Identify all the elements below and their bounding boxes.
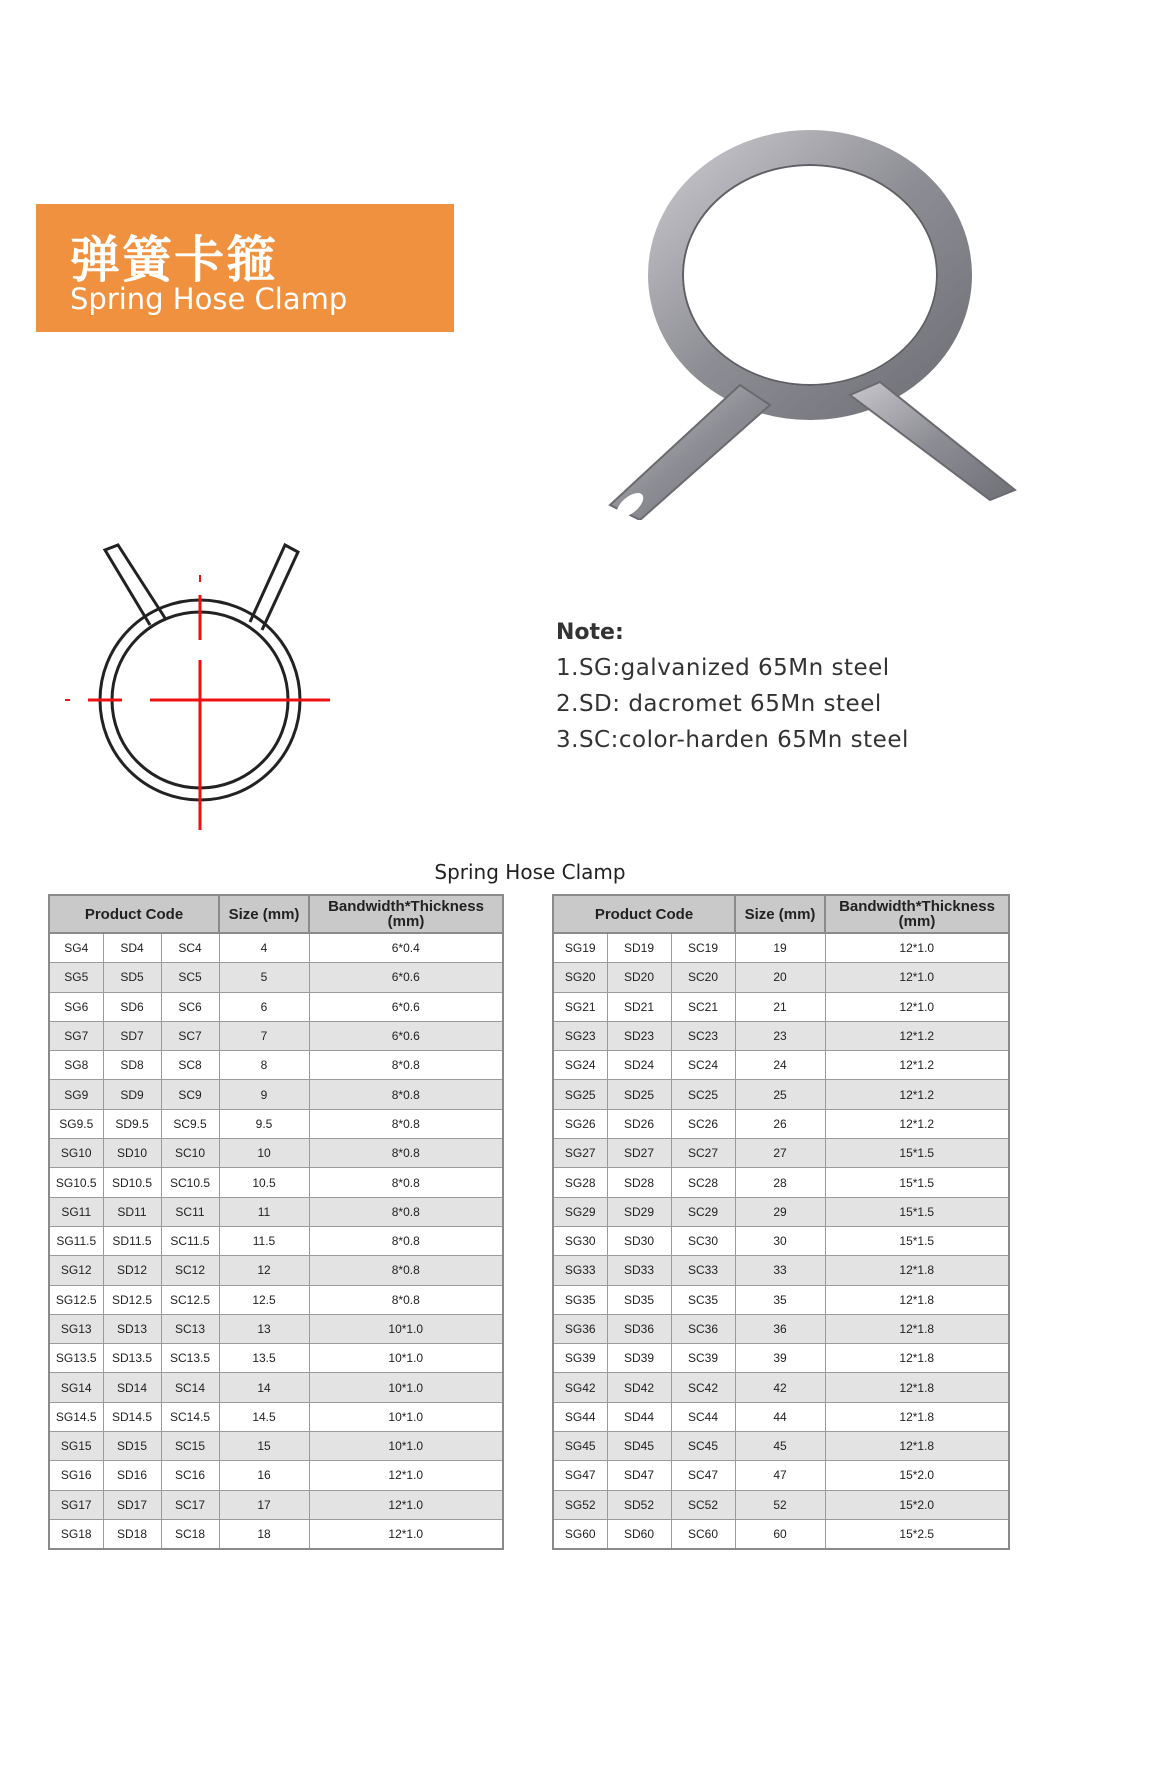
cell-bandwidth-thickness: 10*1.0 bbox=[309, 1402, 503, 1431]
cell-size: 11 bbox=[219, 1197, 309, 1226]
cell-bandwidth-thickness: 8*0.8 bbox=[309, 1080, 503, 1109]
cell-bandwidth-thickness: 12*1.8 bbox=[825, 1432, 1009, 1461]
cell-code-sg: SG47 bbox=[553, 1461, 607, 1490]
cell-bandwidth-thickness: 12*1.8 bbox=[825, 1402, 1009, 1431]
cell-size: 21 bbox=[735, 992, 825, 1021]
table-row bbox=[49, 1256, 503, 1285]
cell-code-sd: SD29 bbox=[607, 1197, 671, 1226]
cell-size: 6 bbox=[219, 992, 309, 1021]
cell-bandwidth-thickness: 6*0.6 bbox=[309, 1021, 503, 1050]
cell-code-sc: SC18 bbox=[161, 1519, 219, 1549]
cell-code-sg: SG8 bbox=[49, 1051, 103, 1080]
table-caption: Spring Hose Clamp bbox=[434, 860, 626, 884]
cell-code-sd: SD60 bbox=[607, 1519, 671, 1549]
cell-code-sg: SG16 bbox=[49, 1461, 103, 1490]
table-row bbox=[49, 1168, 503, 1197]
cell-size: 42 bbox=[735, 1373, 825, 1402]
cell-code-sg: SG39 bbox=[553, 1344, 607, 1373]
table-row bbox=[49, 1197, 503, 1226]
table-row bbox=[49, 1344, 503, 1373]
cell-code-sc: SC14 bbox=[161, 1373, 219, 1402]
cell-size: 13.5 bbox=[219, 1344, 309, 1373]
cell-code-sg: SG14 bbox=[49, 1373, 103, 1402]
spring-clamp-photo bbox=[570, 120, 1040, 520]
cell-size: 10.5 bbox=[219, 1168, 309, 1197]
cell-code-sd: SD11 bbox=[103, 1197, 161, 1226]
cell-code-sg: SG26 bbox=[553, 1109, 607, 1138]
table-row bbox=[49, 1432, 503, 1461]
table-row bbox=[49, 963, 503, 992]
table-row bbox=[49, 1402, 503, 1431]
cell-code-sc: SC45 bbox=[671, 1432, 735, 1461]
cell-bandwidth-thickness: 15*1.5 bbox=[825, 1226, 1009, 1255]
cell-code-sg: SG30 bbox=[553, 1226, 607, 1255]
cell-code-sd: SD9.5 bbox=[103, 1109, 161, 1138]
cell-size: 11.5 bbox=[219, 1226, 309, 1255]
cell-bandwidth-thickness: 6*0.4 bbox=[309, 933, 503, 963]
table-row bbox=[49, 1109, 503, 1138]
cell-code-sc: SC15 bbox=[161, 1432, 219, 1461]
table-row bbox=[553, 1051, 1009, 1080]
cell-size: 9 bbox=[219, 1080, 309, 1109]
cell-code-sd: SD9 bbox=[103, 1080, 161, 1109]
cell-code-sg: SG35 bbox=[553, 1285, 607, 1314]
cell-code-sc: SC11.5 bbox=[161, 1226, 219, 1255]
cell-code-sc: SC39 bbox=[671, 1344, 735, 1373]
title-english: Spring Hose Clamp bbox=[70, 282, 348, 316]
spec-table-right bbox=[552, 894, 1010, 1550]
cell-bandwidth-thickness: 15*2.5 bbox=[825, 1519, 1009, 1549]
cell-bandwidth-thickness: 6*0.6 bbox=[309, 992, 503, 1021]
cell-code-sd: SD12.5 bbox=[103, 1285, 161, 1314]
cell-size: 47 bbox=[735, 1461, 825, 1490]
cell-code-sg: SG19 bbox=[553, 933, 607, 963]
cell-size: 25 bbox=[735, 1080, 825, 1109]
cell-size: 20 bbox=[735, 963, 825, 992]
cell-code-sc: SC30 bbox=[671, 1226, 735, 1255]
table-row bbox=[553, 1021, 1009, 1050]
cell-bandwidth-thickness: 12*1.0 bbox=[309, 1461, 503, 1490]
cell-size: 30 bbox=[735, 1226, 825, 1255]
cell-bandwidth-thickness: 8*0.8 bbox=[309, 1256, 503, 1285]
table-row bbox=[553, 1314, 1009, 1343]
table-row bbox=[553, 1490, 1009, 1519]
cell-code-sc: SC35 bbox=[671, 1285, 735, 1314]
cell-code-sc: SC8 bbox=[161, 1051, 219, 1080]
table-row bbox=[553, 1432, 1009, 1461]
cell-size: 8 bbox=[219, 1051, 309, 1080]
cell-size: 13 bbox=[219, 1314, 309, 1343]
table-row bbox=[49, 1490, 503, 1519]
cell-size: 4 bbox=[219, 933, 309, 963]
cell-bandwidth-thickness: 12*1.2 bbox=[825, 1109, 1009, 1138]
spec-table-left bbox=[48, 894, 504, 1550]
cell-code-sd: SD20 bbox=[607, 963, 671, 992]
cell-size: 15 bbox=[219, 1432, 309, 1461]
cell-code-sc: SC16 bbox=[161, 1461, 219, 1490]
cell-bandwidth-thickness: 12*1.0 bbox=[309, 1519, 503, 1549]
table-row bbox=[49, 1021, 503, 1050]
cell-bandwidth-thickness: 10*1.0 bbox=[309, 1432, 503, 1461]
cell-size: 5 bbox=[219, 963, 309, 992]
cell-code-sg: SG17 bbox=[49, 1490, 103, 1519]
note-line-sg: 1.SG:galvanized 65Mn steel bbox=[556, 655, 890, 681]
cell-bandwidth-thickness: 12*1.8 bbox=[825, 1344, 1009, 1373]
cell-bandwidth-thickness: 8*0.8 bbox=[309, 1168, 503, 1197]
cell-bandwidth-thickness: 12*1.0 bbox=[825, 963, 1009, 992]
cell-code-sg: SG36 bbox=[553, 1314, 607, 1343]
cell-code-sd: SD19 bbox=[607, 933, 671, 963]
cell-code-sd: SD24 bbox=[607, 1051, 671, 1080]
cell-code-sg: SG10 bbox=[49, 1139, 103, 1168]
cell-code-sd: SD35 bbox=[607, 1285, 671, 1314]
cell-code-sd: SD47 bbox=[607, 1461, 671, 1490]
cell-bandwidth-thickness: 8*0.8 bbox=[309, 1226, 503, 1255]
table-row bbox=[553, 1226, 1009, 1255]
table-row bbox=[49, 1461, 503, 1490]
cell-code-sd: SD42 bbox=[607, 1373, 671, 1402]
cell-bandwidth-thickness: 15*2.0 bbox=[825, 1461, 1009, 1490]
cell-size: 28 bbox=[735, 1168, 825, 1197]
cell-size: 45 bbox=[735, 1432, 825, 1461]
cell-code-sc: SC33 bbox=[671, 1256, 735, 1285]
table-row bbox=[49, 1139, 503, 1168]
cell-code-sd: SD13 bbox=[103, 1314, 161, 1343]
cell-code-sd: SD18 bbox=[103, 1519, 161, 1549]
title-chinese: 弹簧卡箍 bbox=[70, 231, 278, 289]
table-row bbox=[553, 1373, 1009, 1402]
cell-code-sd: SD14 bbox=[103, 1373, 161, 1402]
cell-code-sc: SC4 bbox=[161, 933, 219, 963]
cell-code-sc: SC26 bbox=[671, 1109, 735, 1138]
cell-size: 39 bbox=[735, 1344, 825, 1373]
table-row bbox=[553, 1139, 1009, 1168]
cell-code-sg: SG23 bbox=[553, 1021, 607, 1050]
cell-code-sc: SC19 bbox=[671, 933, 735, 963]
cell-code-sc: SC52 bbox=[671, 1490, 735, 1519]
cell-size: 17 bbox=[219, 1490, 309, 1519]
cell-code-sg: SG33 bbox=[553, 1256, 607, 1285]
cell-code-sc: SC28 bbox=[671, 1168, 735, 1197]
header-bandwidth: Bandwidth*Thickness (mm) bbox=[825, 895, 1009, 933]
cell-code-sg: SG21 bbox=[553, 992, 607, 1021]
cell-code-sg: SG20 bbox=[553, 963, 607, 992]
note-line-sd: 2.SD: dacromet 65Mn steel bbox=[556, 691, 882, 717]
cell-code-sg: SG12 bbox=[49, 1256, 103, 1285]
cell-code-sg: SG60 bbox=[553, 1519, 607, 1549]
table-row bbox=[553, 1168, 1009, 1197]
cell-code-sc: SC27 bbox=[671, 1139, 735, 1168]
clamp-drawing bbox=[40, 530, 440, 850]
cell-code-sg: SG27 bbox=[553, 1139, 607, 1168]
header-size: Size (mm) bbox=[219, 895, 309, 933]
cell-code-sd: SD33 bbox=[607, 1256, 671, 1285]
cell-bandwidth-thickness: 15*1.5 bbox=[825, 1197, 1009, 1226]
cell-size: 27 bbox=[735, 1139, 825, 1168]
cell-code-sd: SD8 bbox=[103, 1051, 161, 1080]
cell-code-sg: SG25 bbox=[553, 1080, 607, 1109]
cell-code-sg: SG29 bbox=[553, 1197, 607, 1226]
cell-bandwidth-thickness: 8*0.8 bbox=[309, 1109, 503, 1138]
cell-size: 26 bbox=[735, 1109, 825, 1138]
cell-code-sg: SG11 bbox=[49, 1197, 103, 1226]
cell-code-sg: SG44 bbox=[553, 1402, 607, 1431]
cell-code-sd: SD12 bbox=[103, 1256, 161, 1285]
cell-code-sg: SG18 bbox=[49, 1519, 103, 1549]
cell-code-sc: SC9 bbox=[161, 1080, 219, 1109]
cell-code-sc: SC6 bbox=[161, 992, 219, 1021]
table-row bbox=[553, 1344, 1009, 1373]
cell-bandwidth-thickness: 12*1.8 bbox=[825, 1314, 1009, 1343]
cell-size: 16 bbox=[219, 1461, 309, 1490]
cell-code-sc: SC20 bbox=[671, 963, 735, 992]
cell-code-sd: SD11.5 bbox=[103, 1226, 161, 1255]
cell-size: 52 bbox=[735, 1490, 825, 1519]
cell-bandwidth-thickness: 12*1.2 bbox=[825, 1051, 1009, 1080]
cell-code-sd: SD10.5 bbox=[103, 1168, 161, 1197]
table-row bbox=[553, 1461, 1009, 1490]
cell-size: 24 bbox=[735, 1051, 825, 1080]
cell-bandwidth-thickness: 12*1.8 bbox=[825, 1256, 1009, 1285]
table-row bbox=[49, 1051, 503, 1080]
cell-bandwidth-thickness: 10*1.0 bbox=[309, 1344, 503, 1373]
cell-code-sd: SD5 bbox=[103, 963, 161, 992]
cell-size: 23 bbox=[735, 1021, 825, 1050]
cell-code-sd: SD52 bbox=[607, 1490, 671, 1519]
cell-code-sd: SD45 bbox=[607, 1432, 671, 1461]
cell-bandwidth-thickness: 12*1.0 bbox=[309, 1490, 503, 1519]
cell-size: 44 bbox=[735, 1402, 825, 1431]
cell-bandwidth-thickness: 15*1.5 bbox=[825, 1139, 1009, 1168]
cell-code-sg: SG45 bbox=[553, 1432, 607, 1461]
cell-bandwidth-thickness: 8*0.8 bbox=[309, 1139, 503, 1168]
cell-size: 14.5 bbox=[219, 1402, 309, 1431]
cell-size: 33 bbox=[735, 1256, 825, 1285]
table-row bbox=[49, 1285, 503, 1314]
cell-code-sd: SD16 bbox=[103, 1461, 161, 1490]
cell-code-sg: SG14.5 bbox=[49, 1402, 103, 1431]
cell-code-sd: SD25 bbox=[607, 1080, 671, 1109]
table-row bbox=[49, 1226, 503, 1255]
cell-size: 10 bbox=[219, 1139, 309, 1168]
cell-code-sd: SD36 bbox=[607, 1314, 671, 1343]
cell-code-sd: SD21 bbox=[607, 992, 671, 1021]
cell-size: 36 bbox=[735, 1314, 825, 1343]
cell-code-sd: SD6 bbox=[103, 992, 161, 1021]
cell-code-sc: SC29 bbox=[671, 1197, 735, 1226]
table-row bbox=[49, 1373, 503, 1402]
cell-code-sg: SG6 bbox=[49, 992, 103, 1021]
cell-size: 35 bbox=[735, 1285, 825, 1314]
header-product-code: Product Code bbox=[553, 895, 735, 933]
cell-code-sg: SG5 bbox=[49, 963, 103, 992]
cell-size: 18 bbox=[219, 1519, 309, 1549]
cell-bandwidth-thickness: 8*0.8 bbox=[309, 1285, 503, 1314]
cell-code-sc: SC25 bbox=[671, 1080, 735, 1109]
cell-code-sg: SG11.5 bbox=[49, 1226, 103, 1255]
cell-code-sd: SD44 bbox=[607, 1402, 671, 1431]
title-banner bbox=[36, 204, 454, 332]
cell-bandwidth-thickness: 8*0.8 bbox=[309, 1197, 503, 1226]
table-row bbox=[553, 1080, 1009, 1109]
cell-code-sc: SC14.5 bbox=[161, 1402, 219, 1431]
cell-code-sg: SG13 bbox=[49, 1314, 103, 1343]
cell-code-sc: SC5 bbox=[161, 963, 219, 992]
table-row bbox=[553, 1197, 1009, 1226]
cell-bandwidth-thickness: 6*0.6 bbox=[309, 963, 503, 992]
table-row bbox=[49, 992, 503, 1021]
header-bandwidth: Bandwidth*Thickness (mm) bbox=[309, 895, 503, 933]
cell-code-sg: SG15 bbox=[49, 1432, 103, 1461]
header-product-code: Product Code bbox=[49, 895, 219, 933]
cell-code-sg: SG24 bbox=[553, 1051, 607, 1080]
cell-code-sc: SC36 bbox=[671, 1314, 735, 1343]
cell-code-sd: SD26 bbox=[607, 1109, 671, 1138]
cell-size: 7 bbox=[219, 1021, 309, 1050]
table-row bbox=[553, 963, 1009, 992]
cell-bandwidth-thickness: 12*1.2 bbox=[825, 1021, 1009, 1050]
cell-code-sc: SC47 bbox=[671, 1461, 735, 1490]
header-size: Size (mm) bbox=[735, 895, 825, 933]
cell-size: 19 bbox=[735, 933, 825, 963]
cell-size: 12 bbox=[219, 1256, 309, 1285]
cell-code-sg: SG28 bbox=[553, 1168, 607, 1197]
table-row bbox=[49, 1314, 503, 1343]
cell-code-sc: SC13.5 bbox=[161, 1344, 219, 1373]
cell-code-sg: SG9 bbox=[49, 1080, 103, 1109]
cell-code-sd: SD27 bbox=[607, 1139, 671, 1168]
cell-code-sd: SD10 bbox=[103, 1139, 161, 1168]
cell-code-sd: SD13.5 bbox=[103, 1344, 161, 1373]
cell-code-sc: SC10.5 bbox=[161, 1168, 219, 1197]
cell-code-sc: SC9.5 bbox=[161, 1109, 219, 1138]
cell-code-sc: SC13 bbox=[161, 1314, 219, 1343]
cell-bandwidth-thickness: 12*1.2 bbox=[825, 1080, 1009, 1109]
cell-code-sd: SD23 bbox=[607, 1021, 671, 1050]
table-row bbox=[553, 933, 1009, 963]
cell-code-sd: SD28 bbox=[607, 1168, 671, 1197]
cell-bandwidth-thickness: 12*1.8 bbox=[825, 1373, 1009, 1402]
table-row bbox=[553, 992, 1009, 1021]
cell-size: 29 bbox=[735, 1197, 825, 1226]
cell-size: 60 bbox=[735, 1519, 825, 1549]
cell-code-sg: SG52 bbox=[553, 1490, 607, 1519]
cell-code-sc: SC60 bbox=[671, 1519, 735, 1549]
cell-code-sg: SG12.5 bbox=[49, 1285, 103, 1314]
cell-code-sg: SG9.5 bbox=[49, 1109, 103, 1138]
cell-code-sc: SC11 bbox=[161, 1197, 219, 1226]
cell-code-sd: SD7 bbox=[103, 1021, 161, 1050]
table-row bbox=[553, 1109, 1009, 1138]
note-line-sc: 3.SC:color-harden 65Mn steel bbox=[556, 727, 909, 753]
cell-code-sd: SD30 bbox=[607, 1226, 671, 1255]
cell-bandwidth-thickness: 12*1.0 bbox=[825, 933, 1009, 963]
cell-code-sg: SG4 bbox=[49, 933, 103, 963]
cell-code-sc: SC12 bbox=[161, 1256, 219, 1285]
cell-bandwidth-thickness: 10*1.0 bbox=[309, 1373, 503, 1402]
cell-code-sg: SG7 bbox=[49, 1021, 103, 1050]
table-row bbox=[49, 1080, 503, 1109]
cell-code-sg: SG42 bbox=[553, 1373, 607, 1402]
cell-code-sc: SC42 bbox=[671, 1373, 735, 1402]
cell-size: 14 bbox=[219, 1373, 309, 1402]
cell-size: 12.5 bbox=[219, 1285, 309, 1314]
table-row bbox=[553, 1256, 1009, 1285]
cell-bandwidth-thickness: 10*1.0 bbox=[309, 1314, 503, 1343]
cell-code-sc: SC44 bbox=[671, 1402, 735, 1431]
cell-bandwidth-thickness: 15*2.0 bbox=[825, 1490, 1009, 1519]
table-row bbox=[49, 933, 503, 963]
note-heading: Note: bbox=[556, 620, 624, 645]
cell-code-sd: SD17 bbox=[103, 1490, 161, 1519]
table-row bbox=[49, 1519, 503, 1549]
table-row bbox=[553, 1285, 1009, 1314]
cell-bandwidth-thickness: 15*1.5 bbox=[825, 1168, 1009, 1197]
cell-code-sc: SC7 bbox=[161, 1021, 219, 1050]
cell-code-sd: SD4 bbox=[103, 933, 161, 963]
material-note bbox=[556, 620, 909, 763]
cell-bandwidth-thickness: 12*1.8 bbox=[825, 1285, 1009, 1314]
cell-code-sc: SC10 bbox=[161, 1139, 219, 1168]
cell-code-sd: SD15 bbox=[103, 1432, 161, 1461]
table-row bbox=[553, 1402, 1009, 1431]
cell-code-sc: SC24 bbox=[671, 1051, 735, 1080]
cell-code-sc: SC21 bbox=[671, 992, 735, 1021]
cell-size: 9.5 bbox=[219, 1109, 309, 1138]
cell-code-sg: SG13.5 bbox=[49, 1344, 103, 1373]
cell-code-sd: SD39 bbox=[607, 1344, 671, 1373]
cell-code-sg: SG10.5 bbox=[49, 1168, 103, 1197]
cell-code-sc: SC12.5 bbox=[161, 1285, 219, 1314]
cell-code-sd: SD14.5 bbox=[103, 1402, 161, 1431]
cell-code-sc: SC17 bbox=[161, 1490, 219, 1519]
cell-bandwidth-thickness: 8*0.8 bbox=[309, 1051, 503, 1080]
table-row bbox=[553, 1519, 1009, 1549]
cell-code-sc: SC23 bbox=[671, 1021, 735, 1050]
cell-bandwidth-thickness: 12*1.0 bbox=[825, 992, 1009, 1021]
